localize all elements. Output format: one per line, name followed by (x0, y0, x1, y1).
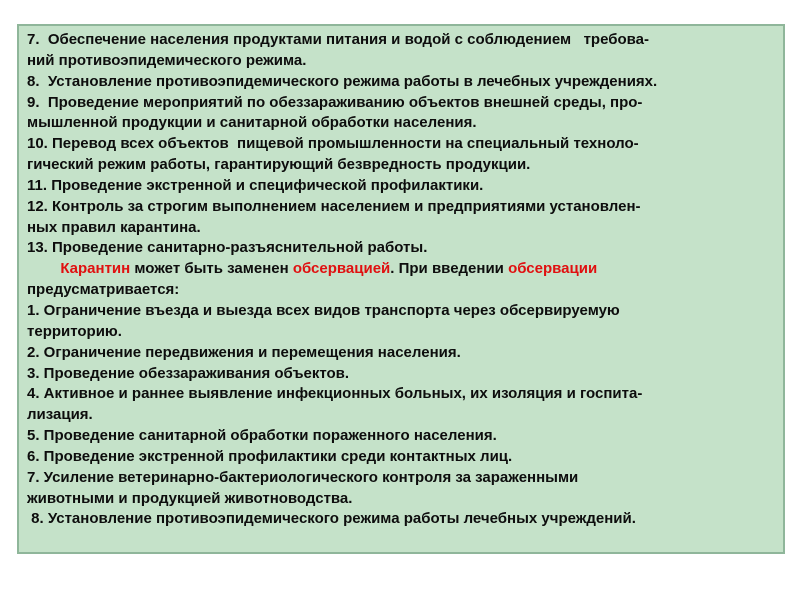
observation-term: обсервации (508, 260, 598, 278)
text-line: 10. Перевод всех объектов пищевой промышленности на специальный техноло- (27, 135, 639, 153)
quarantine-term: Карантин (60, 260, 131, 278)
text-line: ных правил карантина. (27, 218, 201, 236)
observation-text: может быть заменен (130, 260, 293, 278)
text-line: 12. Контроль за строгим выполнением населением и предприятиями установлен- (27, 197, 641, 215)
text-line: 1. Ограничение въезда и выезда всех видов транспорта через обсервируемую (27, 301, 620, 319)
text-line: 11. Проведение экстренной и специфической профилактики. (27, 176, 484, 194)
text-line: 8. Установление противоэпидемического режима работы в лечебных учреждениях. (27, 72, 658, 90)
observation-text: . При введении (390, 260, 509, 278)
text-line: 7. Усиление ветеринарно-бактериологического контроля за зараженными (27, 468, 579, 486)
text-line: ний противоэпидемического режима. (27, 51, 307, 69)
observation-term: обсервацией (292, 260, 391, 278)
indent (27, 260, 60, 277)
text-line: лизация. (27, 406, 93, 424)
text-line: территорию. (27, 322, 122, 340)
slide-text (27, 30, 775, 530)
text-line: 6. Проведение экстренной профилактики среди контактных лиц. (27, 447, 513, 465)
content-panel (17, 24, 785, 554)
text-line: мышленной продукции и санитарной обработки населения. (27, 114, 477, 132)
text-line: 2. Ограничение передвижения и перемещения населения. (27, 343, 461, 361)
text-line: 3. Проведение обеззараживания объектов. (27, 364, 350, 382)
text-line: гический режим работы, гарантирующий безвредность продукции. (27, 156, 531, 174)
text-line: 8. Установление противоэпидемического режима работы лечебных учреждений. (27, 510, 636, 528)
text-line: 5. Проведение санитарной обработки пораженного населения. (27, 427, 497, 445)
text-line: 7. Обеспечение населения продуктами питания и водой с соблюдением требова- (27, 31, 650, 48)
text-line: 9. Проведение мероприятий по обеззараживанию объектов внешней среды, про- (27, 93, 643, 111)
text-line: предусматривается: (27, 281, 180, 299)
text-line: 4. Активное и раннее выявление инфекционных больных, их изоляция и госпита- (27, 385, 643, 403)
observation-line (27, 259, 775, 280)
text-line: животными и продукцией животноводства. (27, 489, 353, 507)
text-line: 13. Проведение санитарно-разъяснительной работы. (27, 239, 428, 257)
